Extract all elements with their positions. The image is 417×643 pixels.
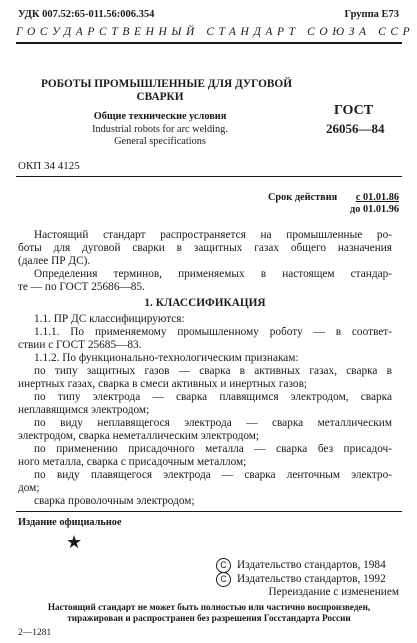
reproduction-notice-line2: тиражирован и распространен без разрешения Госстандарта России — [67, 613, 351, 623]
wire-electrode-line: сварка проволочным электродом; — [34, 495, 195, 507]
filler-metal-line2: ного металла, сварка с присадочным металлом; — [18, 456, 247, 468]
reissue-note: Переиздание с изменением — [268, 586, 399, 598]
clause-1-1-1-line1: 1.1.1. По применяемому промышленному роботу — в соответ- — [34, 326, 392, 338]
section-title: 1. КЛАССИФИКАЦИЯ — [144, 297, 266, 309]
copyright-icon: C — [216, 558, 231, 573]
copyright-1984-text: Издательство стандартов, 1984 — [237, 559, 386, 571]
electrode-type-line2: неплавящимся электродом; — [18, 404, 150, 416]
copyright-1992-text: Издательство стандартов, 1992 — [237, 573, 386, 585]
intro-line2: боты для дуговой сварки в защитных газах общего назначения — [18, 242, 392, 254]
consumable-electrode-line1: по виду плавящегося электрода — сварка ленточным электро- — [34, 469, 392, 481]
official-edition: Издание официальное — [18, 517, 122, 528]
document-title-line2: СВАРКИ — [136, 91, 184, 103]
document-subtitle: Общие технические условия — [93, 111, 227, 122]
intro-line3: (далее ПР ДС). — [18, 255, 91, 267]
english-title-line2: General specifications — [114, 136, 206, 147]
gas-type-line2: инертных газах, сварка в смеси активных и инертных газов; — [18, 378, 308, 390]
validity-from: с 01.01.86 — [355, 192, 399, 203]
intro-line1: Настоящий стандарт распространяется на промышленные ро- — [34, 229, 392, 241]
title-block-rule — [16, 176, 402, 177]
copyright-1984 — [216, 558, 386, 573]
gas-type-line1: по типу защитных газов — сварка в активных газах, сварка в — [34, 365, 392, 377]
electrode-type-line1: по типу электрода — сварка плавящимся электродом, сварка — [34, 391, 392, 403]
star-icon: ★ — [66, 532, 83, 552]
okp-code: ОКП 34 4125 — [18, 160, 80, 172]
group-code: Группа Е73 — [344, 9, 399, 20]
definitions-line1: Определения терминов, применяемых в настоящем стандар- — [34, 268, 392, 280]
consumable-electrode-line2: дом; — [18, 482, 40, 494]
copyright-1992 — [216, 572, 386, 587]
state-standard-heading: ГОСУДАРСТВЕННЫЙ СТАНДАРТ СОЮЗА ССР — [16, 26, 415, 38]
filler-metal-line1: по применению присадочного металла — сварка без присадоч- — [34, 443, 392, 455]
copyright-icon: C — [216, 572, 231, 587]
footer-rule — [16, 511, 402, 512]
clause-1-1: 1.1. ПР ДС классифицируются: — [34, 313, 185, 325]
gost-number: 26056—84 — [326, 121, 385, 136]
nonconsumable-electrode-line1: по виду неплавящегося электрода — сварка металлическим — [34, 417, 392, 429]
document-title-line1: РОБОТЫ ПРОМЫШЛЕННЫЕ ДЛЯ ДУГОВОЙ — [41, 78, 292, 90]
english-title-line1: Industrial robots for arc welding. — [92, 124, 228, 135]
udk-code: УДК 007.52:65-011.56:006.354 — [18, 9, 155, 20]
header-rule — [16, 42, 402, 44]
nonconsumable-electrode-line2: электродом, сварка неметаллическим электродом; — [18, 430, 260, 442]
validity-label: Срок действия — [268, 192, 338, 203]
reproduction-notice-line1: Настоящий стандарт не может быть полностью или частично воспроизведен, — [47, 602, 371, 612]
validity-to: до 01.01.96 — [350, 204, 399, 215]
clause-1-1-1-line2: ствии с ГОСТ 25685—83. — [18, 339, 142, 351]
gost-label: ГОСТ — [334, 103, 374, 118]
print-code: 2—1281 — [18, 628, 52, 638]
clause-1-1-2: 1.1.2. По функционально-технологическим признакам: — [34, 352, 299, 364]
definitions-line2: те — по ГОСТ 25686—85. — [18, 281, 145, 293]
